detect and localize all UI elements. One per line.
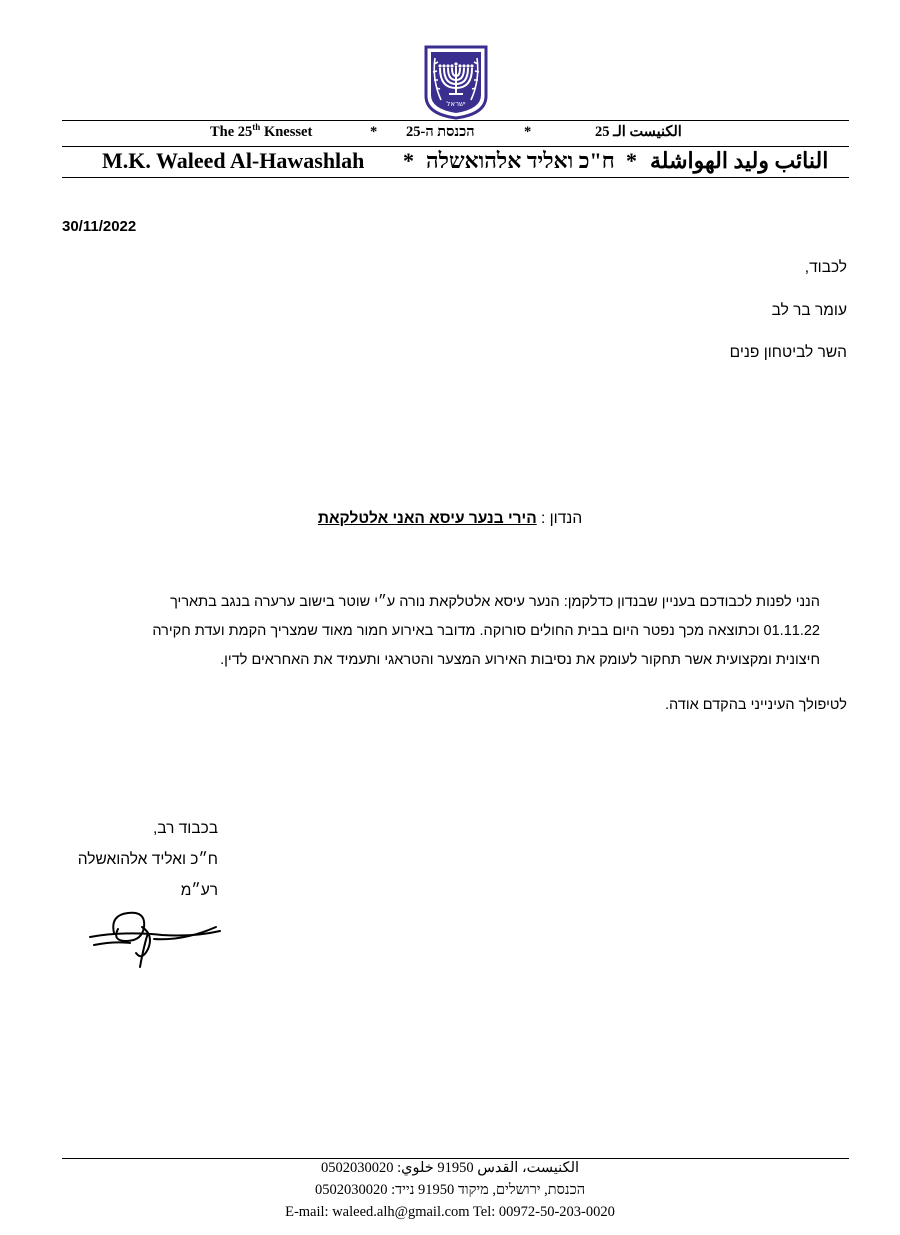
signoff-role: רע״מ: [180, 882, 218, 899]
knesset-emblem: [423, 44, 489, 120]
header-separator: *: [370, 124, 378, 140]
body-line: חיצונית ומקצועית אשר תחקור לעומק את נסיבות האירוע המצער והטראגי ותעמיד את האחראים לדין.: [220, 652, 820, 668]
body-line: הנני לפנות לכבודכם בעניין שבנדון כדלקמן: הנער עיסא אלטלקאת נורה ע״י שוטר בישוב ערערה בנגב בתאריך: [170, 594, 820, 610]
knesset-arabic: الكنيست الـ 25: [595, 124, 682, 140]
recipient-title: השר לביטחון פנים: [729, 344, 847, 361]
footer-contact: E-mail: waleed.alh@gmail.com Tel: 00972-50-203-0020: [285, 1204, 615, 1220]
header-rule-bottom: [62, 177, 849, 178]
header-separator: *: [524, 124, 532, 140]
header-rule-middle: [62, 146, 849, 147]
subject-label: הנדון :: [541, 510, 583, 527]
signoff-regards: בכבוד רב,: [153, 820, 218, 837]
menorah-emblem-icon: [423, 44, 489, 120]
footer-arabic-address: الكنيست، القدس 91950 خلوي: 0502030020: [320, 1160, 580, 1176]
letter-body: [60, 588, 820, 675]
signoff-name: ח״כ ואליד אלהואשלה: [77, 851, 218, 868]
subject-text: הירי בנער עיסא האני אלטלקאת: [317, 510, 537, 527]
closing-line: לטיפולך העינייני בהקדם אודה.: [665, 697, 847, 713]
footer-rule: [62, 1158, 849, 1159]
header-separator: *: [403, 148, 414, 173]
handwritten-signature: [84, 905, 224, 975]
body-line: 01.11.22 וכתוצאה מכך נפטר היום בבית החולים סורוקה. מדובר באירוע חמור מאוד שמצריך הקמת ועדת חקירה: [152, 623, 820, 639]
mk-name-hebrew: ח"כ ואליד אלהואשלה: [426, 148, 615, 173]
footer-hebrew-address: הכנסת, ירושלים, מיקוד 91950 נייד: 0502030020: [314, 1182, 586, 1198]
mk-name-arabic: النائب وليد الهواشلة: [650, 148, 829, 173]
emblem-inscription: ישראל: [446, 100, 466, 108]
knesset-hebrew: הכנסת ה-25: [406, 124, 475, 140]
recipient-name: עומר בר לב: [771, 302, 847, 319]
header-rule-top: [62, 120, 849, 121]
knesset-english: The 25th Knesset: [210, 122, 313, 140]
header-separator: *: [626, 148, 637, 173]
subject-line: [0, 510, 900, 528]
recipient-salutation: לכבוד,: [804, 259, 847, 276]
mk-name-english: M.K. Waleed Al-Hawashlah: [102, 148, 365, 173]
letter-date: 30/11/2022: [62, 218, 137, 235]
